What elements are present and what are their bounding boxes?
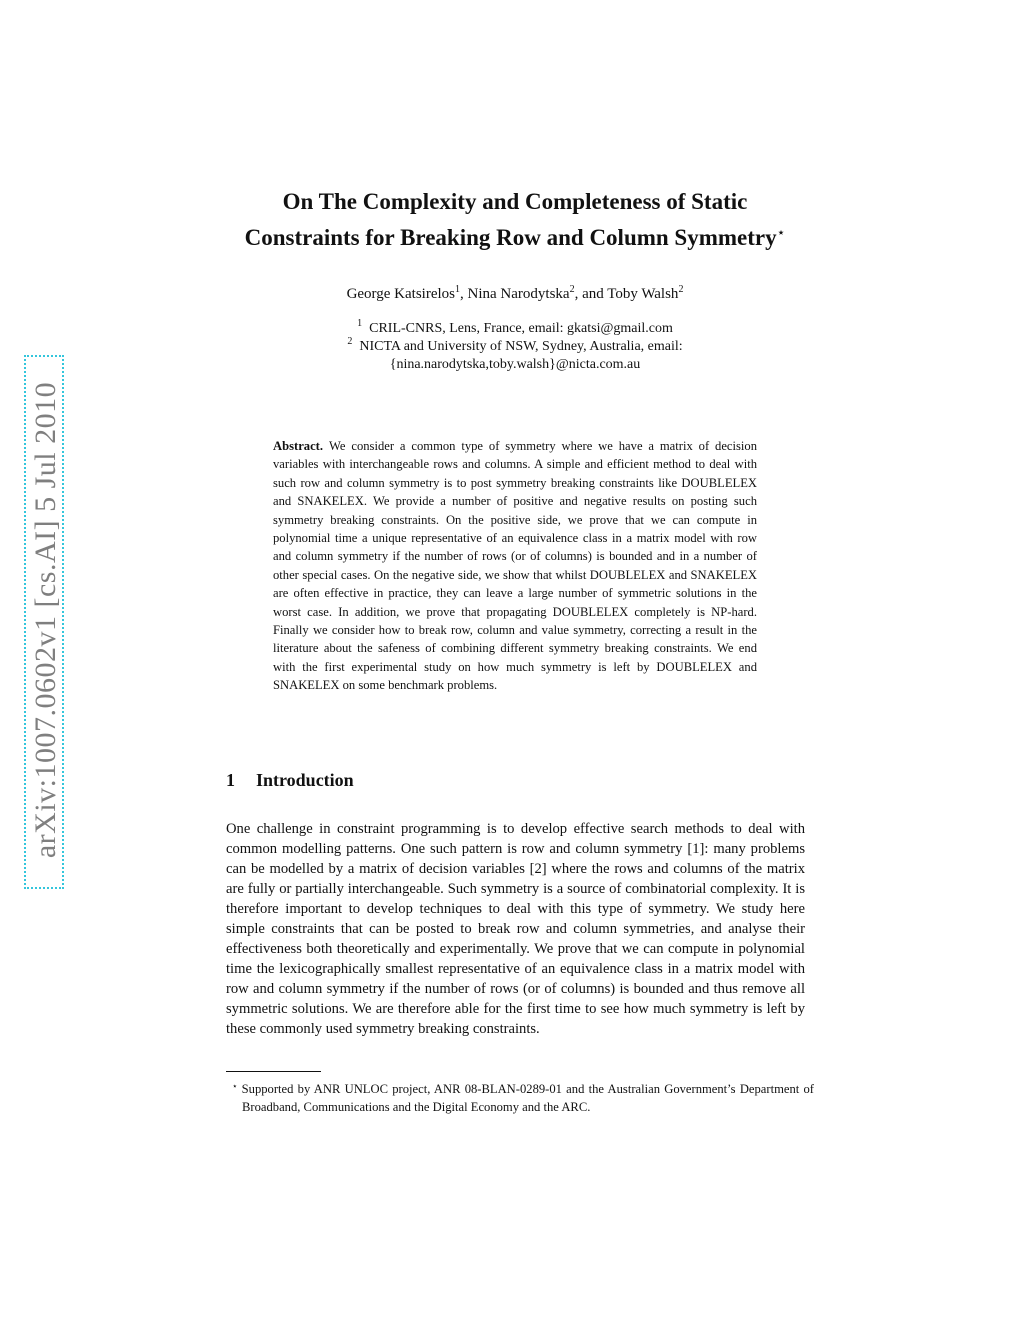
footnote-mark: ⋆ [232, 1081, 238, 1091]
author-1-affiliation-mark: 1 [455, 284, 461, 295]
affiliation-2-mark: 2 [347, 336, 353, 347]
affiliation-1-mark: 1 [357, 318, 363, 329]
author-list [200, 284, 830, 304]
section-heading-introduction [226, 768, 354, 792]
affiliations [200, 320, 830, 374]
affiliation-2-email: {nina.narodytska,toby.walsh}@nicta.com.au [389, 357, 641, 372]
author-narodytska: Nina Narodytska [467, 286, 570, 302]
author-3-affiliation-mark: 2 [678, 284, 684, 295]
affiliation-2-text: NICTA and University of NSW, Sydney, Australia, email: [359, 339, 683, 354]
title-line-2 [200, 218, 830, 254]
arxiv-identifier: arXiv:1007.0602v1 [cs.AI] 5 Jul 2010 [29, 381, 62, 859]
affiliation-2 [200, 338, 830, 356]
footnote-rule [226, 1071, 321, 1072]
introduction-paragraph: One challenge in constraint programming is to develop effective search methods to deal with common modelling patterns. One such pattern is row and column symmetry [1]: many problems can be modelled by a matrix of decision variables [2] where the rows and columns of the matrix are fully or partially interchangeable. Such symmetry is a source of combinatorial complexity. It is therefore important to develop techniques to deal with this type of symmetry. We study here simple constraints that can be posted to break row and column symmetries, and analyse their effectiveness both theoretically and experimentally. We prove that we can compute in polynomial time the lexicographically smallest representative of an equivalence class in a matrix model with row and column symmetry if the number of rows (or of columns) is bounded and thus remove all symmetric solutions. We are therefore able for the first time to see how much symmetry is left by these commonly used symmetry breaking constraints. [226, 821, 805, 1037]
author-2-affiliation-mark: 2 [569, 284, 575, 295]
footnote [232, 1077, 814, 1116]
abstract-text: We consider a common type of symmetry where we have a matrix of decision variables with interchangeable rows and columns. A simple and efficient method to deal with such row and column symmetry is to post symmetry breaking constraints like DOUBLELEX and SNAKELEX. We provide a number of positive and negative results on posting such symmetry breaking constraints. On the positive side, we prove that we can compute in polynomial time a unique representative of an equivalence class in a matrix model with row and column symmetry if the number of rows (or of columns) is bounded and in a number of other special cases. On the negative side, we show that whilst DOUBLELEX and SNAKELEX are often effective in practice, they can leave a large number of symmetric solutions in the worst case. In addition, we prove that propagating DOUBLELEX completely is NP-hard. Finally we consider how to break row, column and value symmetry, correcting a result in the literature about the safeness of combining different symmetry breaking constraints. We end with the first experimental study on how much symmetry is left by DOUBLELEX and SNAKELEX on some benchmark problems. [273, 439, 757, 693]
title-line-1: On The Complexity and Completeness of Static [282, 189, 748, 214]
author-separator: , [460, 286, 468, 302]
section-title: Introduction [256, 770, 354, 790]
title-line-2-text: Constraints for Breaking Row and Column Symmetry [244, 225, 777, 250]
paper-title [200, 186, 830, 254]
footnote-text: Supported by ANR UNLOC project, ANR 08-BLAN-0289-01 and the Australian Government’s Department of Broadband, Communications and the Digital Economy and the ARC. [241, 1082, 814, 1114]
affiliation-1 [200, 320, 830, 338]
author-separator: , and [574, 286, 608, 302]
abstract-label: Abstract. [273, 439, 324, 453]
arxiv-stamp [24, 355, 64, 889]
affiliation-1-text: CRIL-CNRS, Lens, France, email: gkatsi@gmail.com [369, 321, 673, 336]
abstract [273, 437, 757, 695]
section-number: 1 [226, 770, 235, 790]
title-footnote-star: ⋆ [776, 226, 786, 241]
author-walsh: Toby Walsh [607, 286, 679, 302]
author-katsirelos: George Katsirelos [346, 286, 456, 302]
